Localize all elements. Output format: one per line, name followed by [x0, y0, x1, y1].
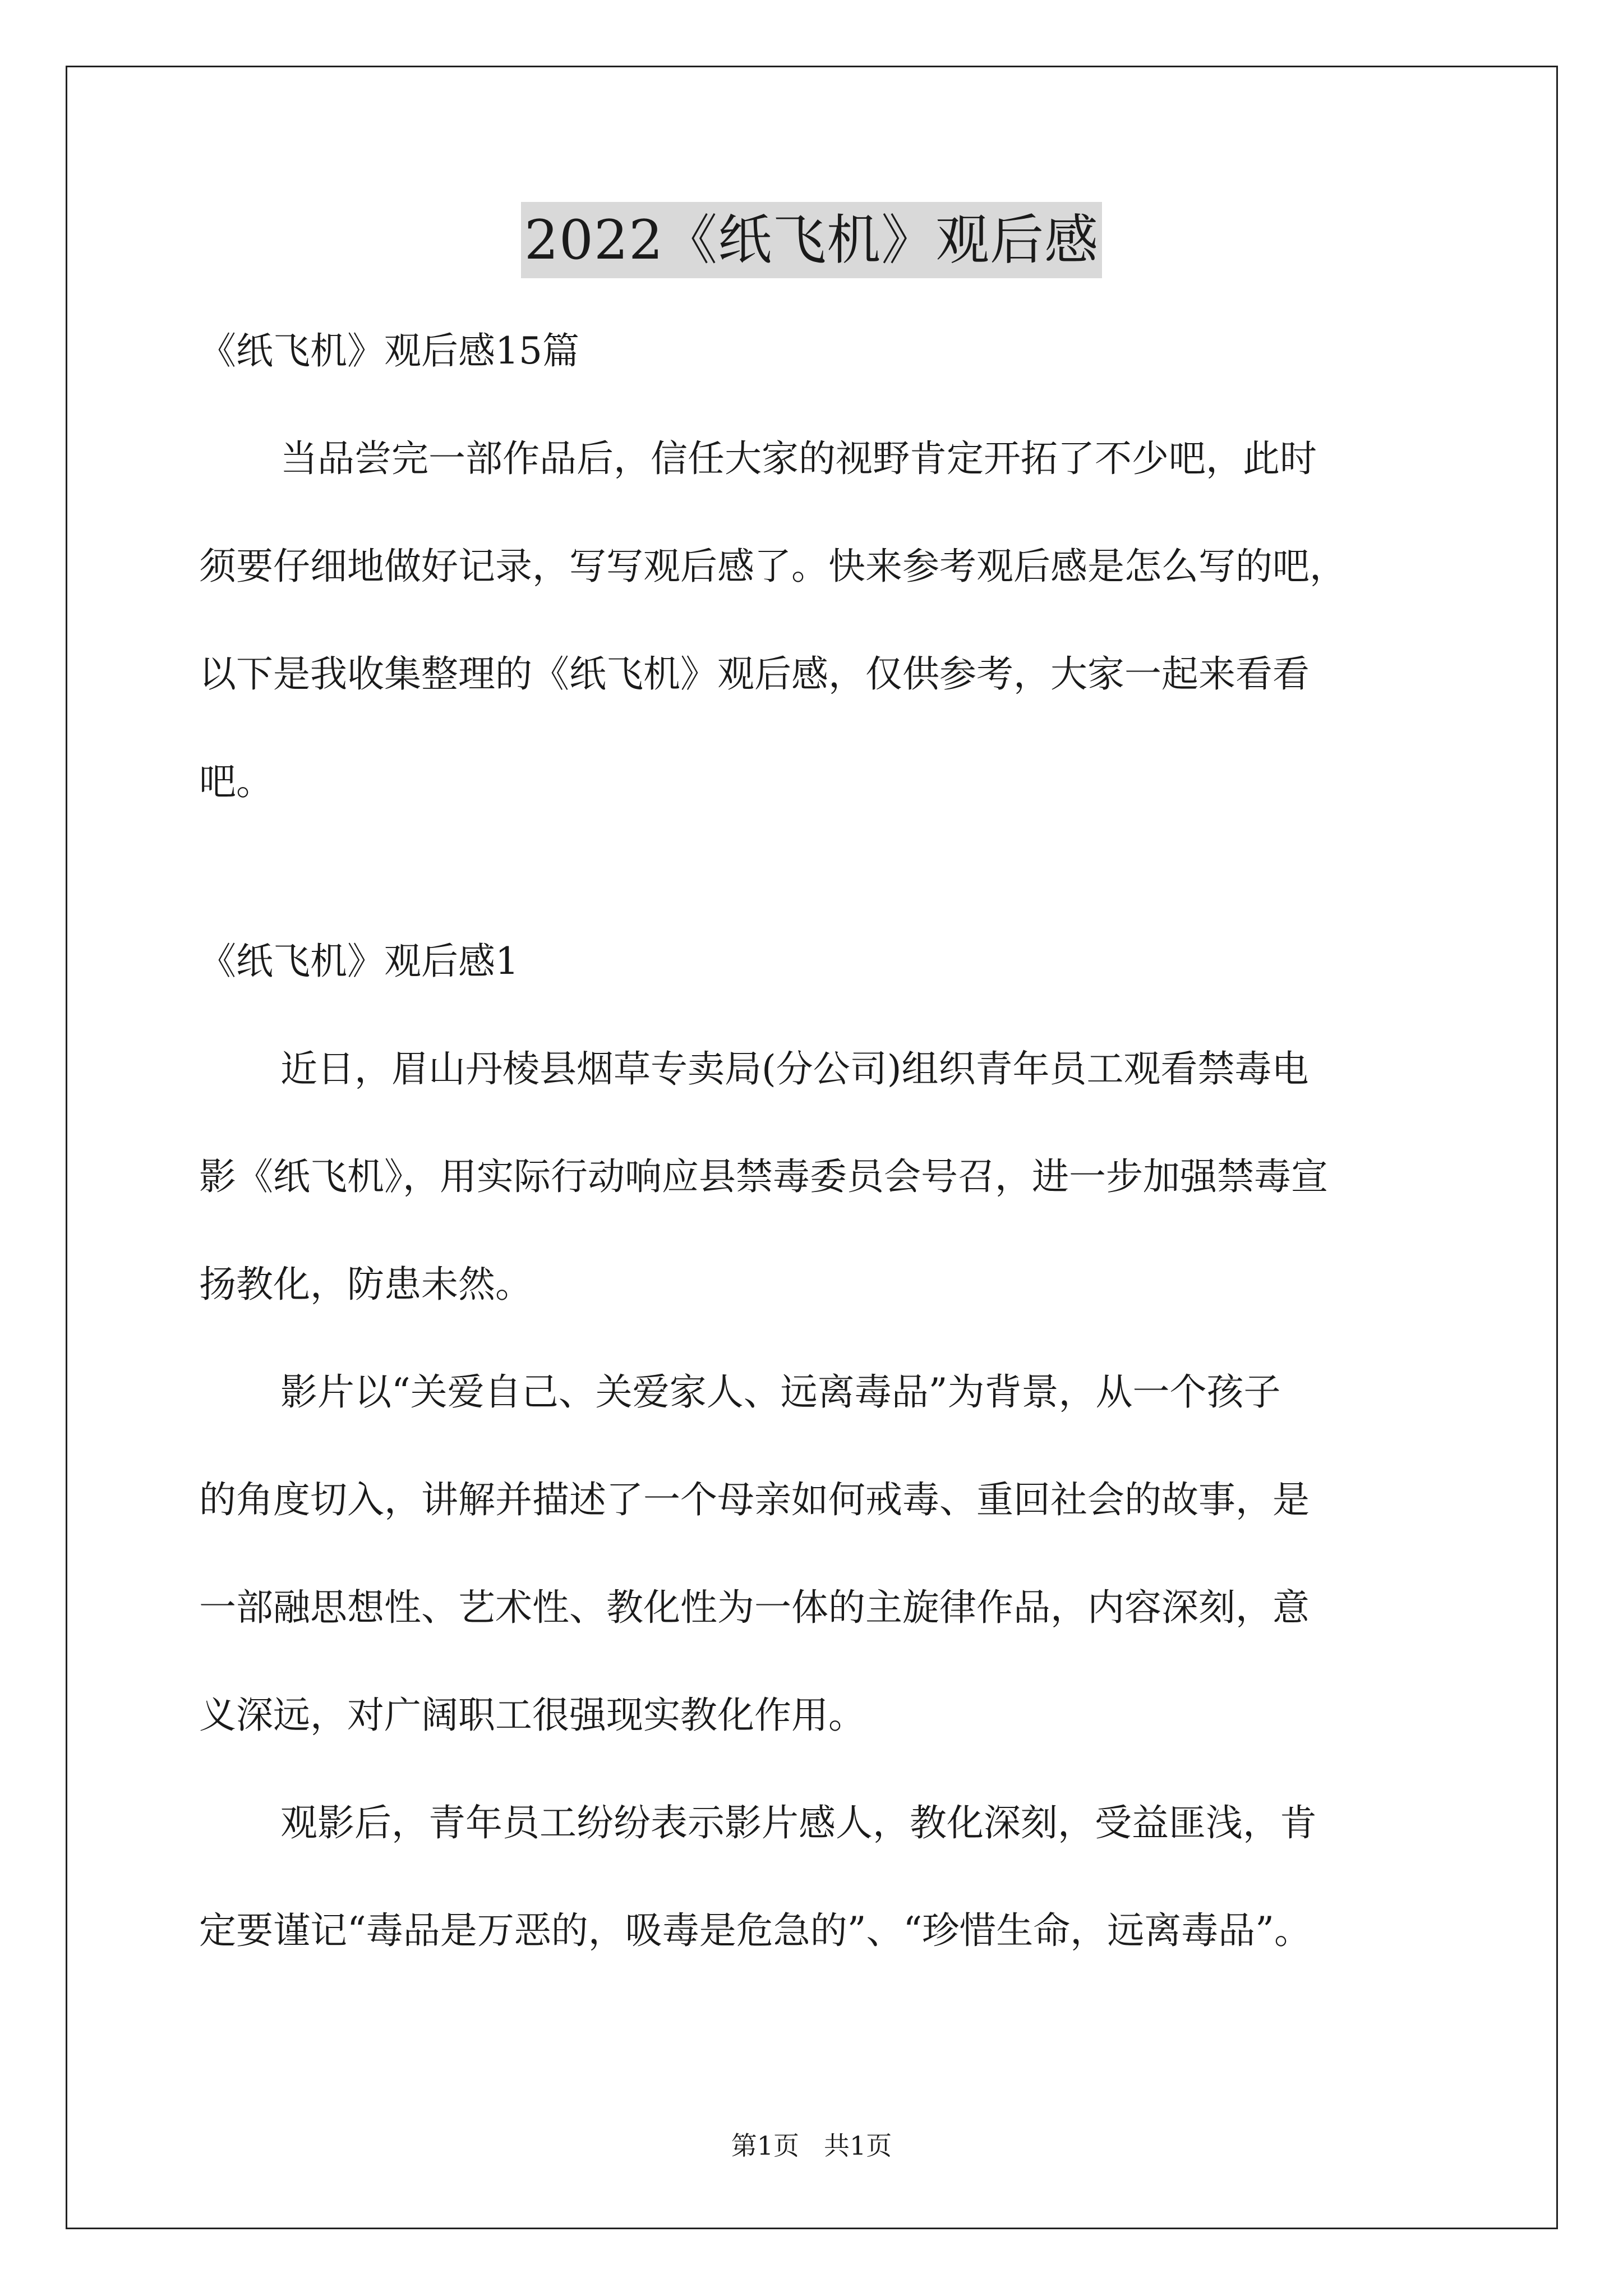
paragraph-2 — [199, 1338, 1427, 1769]
paragraph-line: 影片以“关爱自己、关爱家人、远离毒品”为背景，从一个孩子 — [280, 1370, 1281, 1414]
paragraph-line: 近日，眉山丹棱县烟草专卖局(分公司)组织青年员工观看禁毒电 — [280, 1047, 1309, 1091]
document-body — [199, 297, 1427, 1985]
page-number-total: 共1页 — [824, 2131, 892, 2161]
paragraph-line: 扬教化，防患未然。 — [199, 1263, 532, 1306]
paragraph-3 — [199, 1769, 1427, 1985]
paragraph-1 — [199, 1015, 1427, 1338]
section-gap — [199, 836, 1427, 908]
paragraph-line: 一部融思想性、艺术性、教化性为一体的主旋律作品，内容深刻，意 — [199, 1586, 1310, 1629]
paragraph-line: 观影后，青年员工纷纷表示影片感人，教化深刻，受益匪浅，肯 — [280, 1801, 1317, 1844]
subtitle: 《纸飞机》观后感15篇 — [199, 329, 579, 372]
section-heading: 《纸飞机》观后感1 — [199, 940, 519, 983]
paragraph-line: 吧。 — [199, 760, 273, 803]
paragraph-line: 当品尝完一部作品后，信任大家的视野肯定开拓了不少吧，此时 — [280, 437, 1317, 480]
title-container — [0, 202, 1623, 278]
page-number-current: 第1页 — [731, 2131, 799, 2161]
document-title: 2022《纸飞机》观后感 — [521, 202, 1102, 278]
paragraph-line: 以下是我收集整理的《纸飞机》观后感，仅供参考，大家一起来看看 — [199, 652, 1310, 696]
paragraph-line: 须要仔细地做好记录，写写观后感了。快来参考观后感是怎么写的吧， — [199, 545, 1347, 588]
paragraph-line: 义深远，对广阔职工很强现实教化作用。 — [199, 1694, 865, 1737]
paragraph-line: 影《纸飞机》，用实际行动响应县禁毒委员会号召，进一步加强禁毒宣 — [199, 1155, 1328, 1198]
paragraph-line: 的角度切入，讲解并描述了一个母亲如何戒毒、重回社会的故事，是 — [199, 1478, 1310, 1521]
page-footer — [0, 2129, 1623, 2162]
paragraph-line: 定要谨记“毒品是万恶的，吸毒是危急的”、“珍惜生命，远离毒品”。 — [199, 1909, 1311, 1952]
intro-paragraph — [199, 405, 1427, 836]
